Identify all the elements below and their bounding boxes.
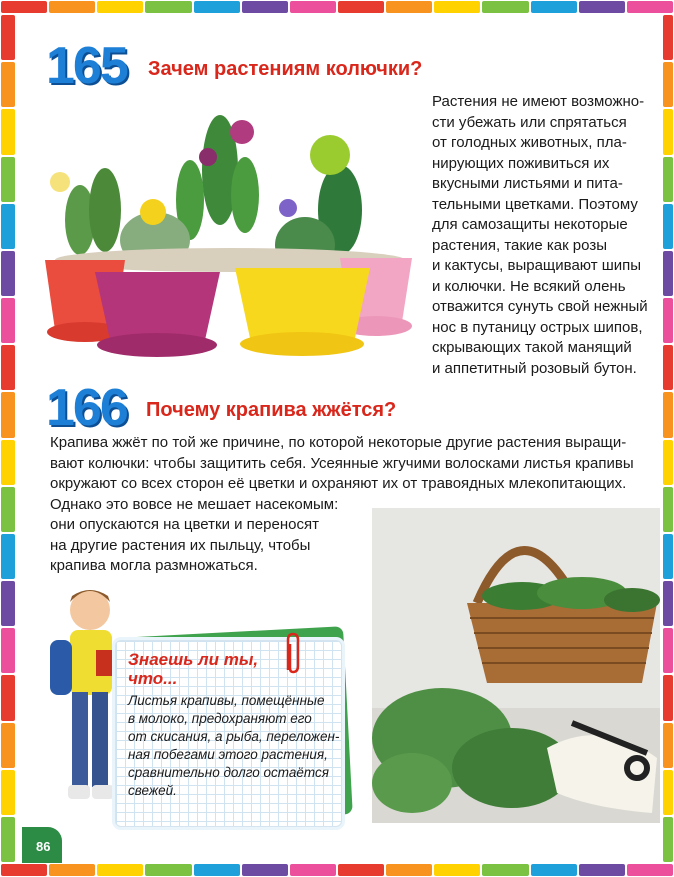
border-segment (1, 298, 15, 343)
text-line: и колючки. Не всякий олень (432, 277, 626, 295)
text-line: вкусными листьями и пита- (432, 175, 623, 192)
border-segment (663, 298, 673, 343)
border-segment (1, 675, 15, 720)
text-line: Однако это вовсе не мешает насекомым: (50, 495, 339, 513)
rainbow-border-left (0, 14, 16, 863)
text-line: отважится сунуть свой нежный (432, 298, 648, 315)
border-segment (194, 864, 240, 876)
page-number-tab (22, 827, 62, 863)
border-segment (627, 864, 673, 876)
border-segment (97, 864, 143, 876)
border-segment (290, 1, 336, 13)
border-segment (1, 864, 47, 876)
border-segment (1, 62, 15, 107)
border-segment (663, 345, 673, 390)
border-segment (663, 628, 673, 673)
border-segment (579, 1, 625, 13)
border-segment (1, 628, 15, 673)
answer-text-165 (432, 92, 660, 379)
border-segment (97, 1, 143, 13)
border-segment (242, 864, 288, 876)
text-line: крапива могла размножаться. (50, 557, 258, 574)
rainbow-border-top (0, 0, 674, 14)
border-segment (579, 864, 625, 876)
question-title-166: Почему крапива жжётся? (146, 399, 397, 421)
text-line: сти убежать или спрятаться (432, 113, 627, 131)
border-segment (1, 157, 15, 202)
border-segment (663, 15, 673, 60)
border-segment (386, 864, 432, 876)
did-you-know-title-line2: что... (128, 669, 178, 688)
border-segment (663, 817, 673, 862)
border-segment (1, 487, 15, 532)
border-segment (1, 723, 15, 768)
border-segment (663, 581, 673, 626)
nettle-basket-photo (372, 508, 660, 823)
rainbow-border-bottom (0, 863, 674, 877)
border-segment (145, 1, 191, 13)
border-segment (194, 1, 240, 13)
text-line: растения, такие как розы (432, 236, 607, 254)
text-line: Растения не имеют возможно- (432, 93, 645, 110)
border-segment (663, 157, 673, 202)
text-line: для самозащиты некоторые (432, 216, 628, 233)
question-number-165: 165 (46, 37, 127, 95)
border-segment (627, 1, 673, 13)
border-segment (1, 581, 15, 626)
cacti-photo (40, 100, 420, 365)
border-segment (663, 392, 673, 437)
page-number: 86 (36, 839, 51, 854)
text-line: окружают со всех сторон её цветки и охраняют их от травоядных млекопитающих. (50, 475, 627, 492)
border-segment (531, 864, 577, 876)
text-line: Листья крапивы, помещённые (128, 693, 325, 708)
text-line: от скисания, а рыба, переложен- (128, 729, 340, 744)
border-segment (663, 675, 673, 720)
border-segment (531, 1, 577, 13)
border-segment (663, 251, 673, 296)
text-line: ная побегами этого растения, (128, 747, 328, 762)
border-segment (1, 817, 15, 862)
did-you-know-text (128, 692, 338, 800)
border-segment (49, 864, 95, 876)
question-title-165: Зачем растениям колючки? (148, 58, 423, 80)
text-line: на другие растения их пыльцу, чтобы (50, 536, 311, 554)
did-you-know-title (128, 650, 328, 688)
text-line: скрывающих такой манящий (432, 339, 632, 356)
border-segment (663, 204, 673, 249)
text-line: вают колючки: чтобы защитить себя. Усеянные жгучими волосками листья крапивы (50, 454, 634, 472)
border-segment (663, 109, 673, 154)
border-segment (434, 864, 480, 876)
border-segment (1, 770, 15, 815)
border-segment (1, 534, 15, 579)
text-line: и аппетитный розовый бутон. (432, 359, 637, 377)
border-segment (482, 1, 528, 13)
border-segment (1, 15, 15, 60)
border-segment (386, 1, 432, 13)
text-line: в молоко, предохраняют его (128, 711, 312, 726)
border-segment (242, 1, 288, 13)
did-you-know-title-line1: Знаешь ли ты, (128, 650, 259, 669)
text-line: Крапива жжёт по той же причине, по которой некоторые другие растения выращи- (50, 434, 627, 451)
text-line: и кактусы, выращивают шипы (432, 257, 642, 274)
border-segment (434, 1, 480, 13)
text-line: нирующих поживиться их (432, 154, 610, 172)
border-segment (290, 864, 336, 876)
border-segment (1, 251, 15, 296)
text-line: сравнительно долго остаётся (128, 765, 329, 780)
border-segment (663, 62, 673, 107)
text-line: нос в путаницу острых шипов, (432, 318, 643, 336)
answer-text-166 (50, 433, 670, 515)
border-segment (145, 864, 191, 876)
border-segment (1, 440, 15, 485)
text-line: от голодных животных, пла- (432, 134, 627, 151)
border-segment (1, 109, 15, 154)
question-number-166: 166 (46, 379, 127, 437)
border-segment (49, 1, 95, 13)
text-line: свежей. (128, 783, 177, 798)
text-line: тельными цветками. Поэтому (432, 195, 638, 213)
border-segment (663, 723, 673, 768)
border-segment (663, 770, 673, 815)
border-segment (338, 864, 384, 876)
border-segment (663, 534, 673, 579)
border-segment (482, 864, 528, 876)
border-segment (1, 204, 15, 249)
border-segment (338, 1, 384, 13)
text-line: они опускаются на цветки и переносят (50, 516, 319, 533)
border-segment (1, 392, 15, 437)
border-segment (1, 345, 15, 390)
border-segment (1, 1, 47, 13)
answer-text-166-continued (50, 515, 370, 577)
